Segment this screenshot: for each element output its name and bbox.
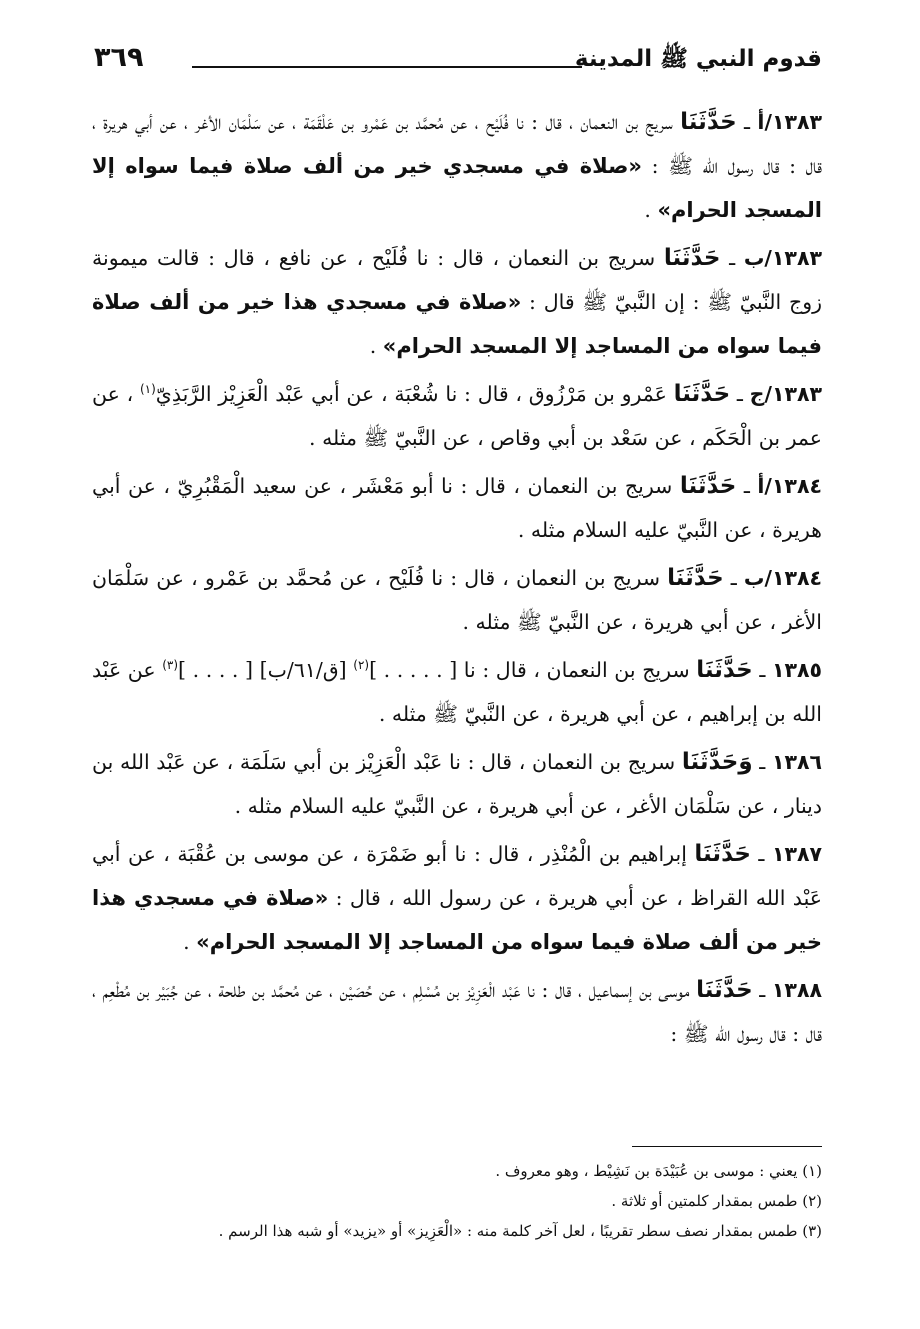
isnad-text: سريج بن النعمان ، قال : نا أبو مَعْشَر ، عن سعيد الْمَقْبُرِيّ ، عن أبي هريرة ، عن النَّبيّ عليه السلام مثله . — [92, 474, 822, 542]
isnad-text: سريج بن النعمان ، قال : نا عَبْد الْعَزِيْز بن أبي سَلَمَة ، عن عَبْد الله بن دينار ، عن سَلْمَان الأغر ، عن أبي هريرة ، عن النَّبيّ عليه السلام مثله . — [92, 750, 822, 818]
entry-number: ١٣٨٣/أ — [757, 110, 822, 134]
footnote-rule — [632, 1146, 822, 1147]
hadith-entry-1383a: ١٣٨٣/أ ـ حَدَّثَنَا سريج بن النعمان ، قال : نا فُلَيْح ، عن مُحمَّد بن عَمْرو بن عَلْقَمَة ، عن سَلْمَان الأغر ، عن أبي هريرة ، قال : قال رسول الله ﷺ : «صلاة في مسجدي خير من ألف صلاة فيما سواه إلا المسجد الحرام» . — [92, 109, 822, 222]
footnote-ref-3: (٣) — [162, 658, 179, 673]
isnad-text: سريج بن النعمان ، قال : نا فُلَيْح ، عن نافع ، قال : قالت ميمونة زوج النَّبيّ ﷺ : إن النَّبيّ ﷺ قال : — [92, 246, 822, 314]
hadith-text: «صلاة في مسجدي هذا خير من ألف صلاة فيما سواه من المساجد إلا المسجد الحرام» — [92, 290, 822, 358]
document-page — [92, 30, 822, 1310]
header-rule — [192, 66, 582, 68]
entry-number: ١٣٨٣/ب — [743, 246, 822, 270]
entry-number: ١٣٨٤/أ — [757, 474, 822, 498]
hadith-entry-1388: ١٣٨٨ ـ حَدَّثَنَا موسى بن إسماعيل ، قال : نا عَبْد الْعَزِيْز بن مُسْلِم ، عن حُصَيْن ، عن مُحمَّد بن طلحة ، عن جُبَيْر بن مُطْعِم ، قال : قال رسول الله ﷺ : — [92, 977, 822, 1046]
footnote-ref-2: (٢) — [353, 658, 370, 673]
hadith-entry-1384b: ١٣٨٤/ب ـ حَدَّثَنَا سريج بن النعمان ، قال : نا فُلَيْح ، عن مُحمَّد بن عَمْرو ، عن سَلْمَان الأغر ، عن أبي هريرة ، عن النَّبيّ ﷺ مثله . — [92, 565, 822, 634]
hadith-entry-1383c: ١٣٨٣/ج ـ حَدَّثَنَا عَمْرو بن مَرْزُوق ، قال : نا شُعْبَة ، عن أبي عَبْد الْعَزِيْز الرَّبَذِيّ$^{(١)}$ ، عن عمر بن الْحَكَم ، عن سَعْد بن أبي وقاص ، عن النَّبيّ ﷺ مثله . — [92, 381, 822, 450]
entry-tail: . — [644, 198, 658, 222]
footnotes — [92, 1156, 822, 1246]
hadith-entry-1386: ١٣٨٦ ـ وَحَدَّثَنَا سريج بن النعمان ، قال : نا عَبْد الْعَزِيْز بن أبي سَلَمَة ، عن عَبْد الله بن دينار ، عن سَلْمَان الأغر ، عن أبي هريرة ، عن النَّبيّ عليه السلام مثله . — [92, 749, 822, 818]
page-number: ٣٦٩ — [94, 42, 144, 73]
hadith-entry-1387: ١٣٨٧ ـ حَدَّثَنَا إبراهيم بن الْمُنْذِر ، قال : نا أبو ضَمْرَة ، عن موسى بن عُقْبَة ، عن أبي عَبْد الله القراظ ، عن أبي هريرة ، عن رسول الله ، قال : «صلاة في مسجدي هذا خير من ألف صلاة فيما سواه من المساجد إلا المسجد الحرام» . — [92, 841, 822, 954]
footnote-1: (١) يعني : موسى بن عُبَيْدَة بن نَشِيْط ، وهو معروف . — [495, 1162, 822, 1180]
isnad-text: [ق/٦١/ب] [ . . . . ] — [178, 658, 354, 682]
entry-number: ١٣٨٥ — [771, 658, 822, 682]
hadith-entry-1385: ١٣٨٥ ـ حَدَّثَنَا سريج بن النعمان ، قال : نا [ . . . . . ]$^{(٢)}$ [ق/٦١/ب] [ . . . . ]$^{(٣)}$ عن عَبْد الله بن إبراهيم ، عن أبي هريرة ، عن النَّبيّ ﷺ مثله . — [92, 657, 822, 726]
hadith-text: «صلاة في مسجدي خير من ألف صلاة فيما سواه إلا المسجد الحرام» — [92, 154, 822, 222]
haddathana-word: حَدَّثَنَا — [679, 473, 737, 499]
isnad-text: موسى بن إسماعيل ، قال : نا عَبْد الْعَزِيْز بن مُسْلِم ، عن حُصَيْن ، عن مُحمَّد بن طلحة ، عن جُبَيْر بن مُطْعِم ، قال : قال رسول الله ﷺ : — [92, 978, 822, 1046]
haddathana-word: حَدَّثَنَا — [673, 381, 731, 407]
haddathana-word: وَحَدَّثَنَا — [681, 749, 753, 775]
hadith-entry-1384a: ١٣٨٤/أ ـ حَدَّثَنَا سريج بن النعمان ، قال : نا أبو مَعْشَر ، عن سعيد الْمَقْبُرِيّ ، عن أبي هريرة ، عن النَّبيّ عليه السلام مثله . — [92, 473, 822, 542]
page-header — [92, 30, 822, 90]
entry-tail: . — [183, 930, 197, 954]
main-text — [92, 100, 822, 1060]
haddathana-word: حَدَّثَنَا — [696, 657, 753, 683]
haddathana-word: حَدَّثَنَا — [667, 565, 724, 591]
isnad-text: عَمْرو بن مَرْزُوق ، قال : نا شُعْبَة ، عن أبي عَبْد الْعَزِيْز الرَّبَذِيّ — [155, 382, 667, 406]
isnad-text: عن عَبْد الله بن إبراهيم ، عن أبي هريرة ، عن النَّبيّ ﷺ مثله . — [92, 658, 822, 726]
isnad-text: إبراهيم بن الْمُنْذِر ، قال : نا أبو ضَمْرَة ، عن موسى بن عُقْبَة ، عن أبي عَبْد الله القراظ ، عن أبي هريرة ، عن رسول الله ، قال : — [92, 842, 822, 910]
hadith-entry-1383b: ١٣٨٣/ب ـ حَدَّثَنَا سريج بن النعمان ، قال : نا فُلَيْح ، عن نافع ، قال : قالت ميمونة زوج النَّبيّ ﷺ : إن النَّبيّ ﷺ قال : «صلاة في مسجدي هذا خير من ألف صلاة فيما سواه من المساجد إلا المسجد الحرام» . — [92, 245, 822, 358]
footnote-2: (٢) طمس بمقدار كلمتين أو ثلاثة . — [611, 1192, 822, 1210]
entry-number: ١٣٨٧ — [771, 842, 822, 866]
entry-number: ١٣٨٦ — [771, 750, 822, 774]
hadith-text: «صلاة في مسجدي هذا خير من ألف صلاة فيما سواه من المساجد إلا المسجد الحرام» — [92, 886, 822, 954]
haddathana-word: حَدَّثَنَا — [680, 109, 737, 135]
entry-tail: . — [369, 334, 383, 358]
footnote-ref-1: (١) — [139, 382, 156, 397]
haddathana-word: حَدَّثَنَا — [696, 977, 753, 1003]
entry-number: ١٣٨٤/ب — [743, 566, 822, 590]
running-title: قدوم النبي ﷺ المدينة — [574, 46, 822, 72]
isnad-text: سريج بن النعمان ، قال : نا فُلَيْح ، عن مُحمَّد بن عَمْرو ، عن سَلْمَان الأغر ، عن أبي هريرة ، عن النَّبيّ ﷺ مثله . — [92, 566, 822, 634]
footnote-3: (٣) طمس بمقدار نصف سطر تقريبًا ، لعل آخر كلمة منه : «الْعَزِيز» أو «يزيد» أو شبه هذا الرسم . — [218, 1222, 822, 1240]
isnad-text: ، عن عمر بن الْحَكَم ، عن سَعْد بن أبي وقاص ، عن النَّبيّ ﷺ مثله . — [92, 382, 822, 450]
isnad-text: سريج بن النعمان ، قال : نا [ . . . . . ] — [369, 658, 690, 682]
entry-number: ١٣٨٣/ج — [749, 382, 822, 406]
haddathana-word: حَدَّثَنَا — [663, 245, 721, 271]
entry-number: ١٣٨٨ — [771, 978, 822, 1002]
haddathana-word: حَدَّثَنَا — [694, 841, 751, 867]
isnad-text: سريج بن النعمان ، قال : نا فُلَيْح ، عن مُحمَّد بن عَمْرو بن عَلْقَمَة ، عن سَلْمَان الأغر ، عن أبي هريرة ، قال : قال رسول الله ﷺ : — [92, 110, 822, 178]
